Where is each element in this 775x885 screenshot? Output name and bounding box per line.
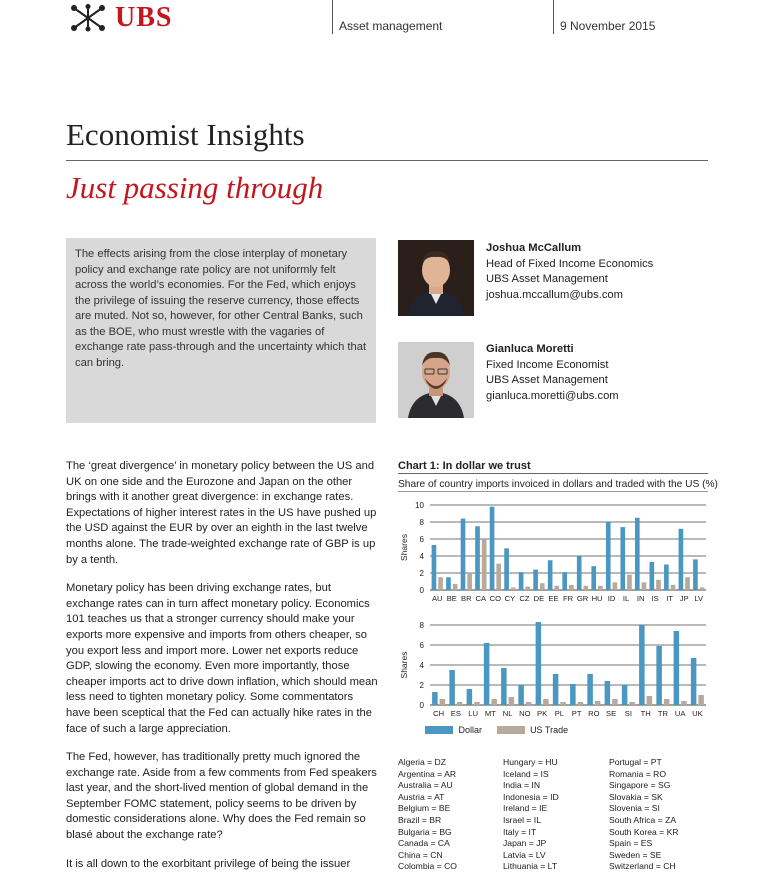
- legend-swatch-us-trade: [497, 726, 525, 734]
- country-code-entry: Sweden = SE: [609, 849, 662, 860]
- bar-dollar-th: [639, 625, 645, 705]
- chart-title: Chart 1: In dollar we trust: [398, 460, 531, 472]
- bar-dollar-is: [650, 562, 655, 590]
- bar-us-trade-cy: [511, 587, 516, 590]
- x-tick-label: BR: [461, 594, 472, 603]
- country-code-entry: Colombia = CO: [398, 861, 457, 872]
- bar-us-trade-nl: [509, 697, 515, 705]
- y-tick-label: 6: [419, 535, 424, 544]
- bar-dollar-de: [533, 570, 538, 590]
- header-divider: [332, 0, 333, 34]
- bar-dollar-gr: [577, 556, 582, 590]
- y-tick-label: 6: [419, 641, 424, 650]
- bar-dollar-ch: [432, 692, 438, 705]
- bar-dollar-ua: [674, 631, 680, 705]
- legend-label-dollar: Dollar: [458, 724, 483, 735]
- body-paragraph: The Fed, however, has traditionally pretty much ignored the exchange rate. Aside from a few comments from Fed speakers last year, and the short-lived mention of global demand in the September FOMC statement, policy seems to be driven by domestic considerations alone. Why does the Fed remain so blasé about the exchange rate?: [66, 751, 377, 842]
- bar-chart: [396, 495, 710, 740]
- page-subtitle: Just passing through: [66, 170, 324, 205]
- bar-us-trade-gr: [584, 586, 589, 590]
- country-code-entry: Argentina = AR: [398, 768, 457, 779]
- x-tick-label: FR: [562, 594, 574, 603]
- country-code-entry: China = CN: [398, 849, 443, 860]
- y-tick-label: 8: [419, 621, 424, 630]
- chart-rule: [398, 491, 708, 492]
- bar-us-trade-cz: [525, 587, 530, 590]
- y-tick-label: 8: [419, 518, 424, 527]
- ubs-logo-text: UBS: [115, 2, 173, 33]
- ubs-keys-logo-icon: [68, 4, 108, 32]
- author-photo: [398, 342, 474, 418]
- country-code-entry: Romania = RO: [609, 768, 667, 779]
- country-code-entry: Brazil = BR: [398, 814, 442, 825]
- x-tick-label: HU: [591, 594, 603, 603]
- country-code-entry: Latvia = LV: [503, 849, 546, 860]
- x-tick-label: PT: [571, 709, 582, 718]
- bar-dollar-il: [620, 527, 625, 590]
- country-code-entry: Bulgaria = BG: [398, 826, 452, 837]
- bar-dollar-lu: [467, 689, 473, 705]
- y-axis-label: Shares: [399, 534, 409, 561]
- bar-dollar-mt: [484, 643, 490, 705]
- y-tick-label: 0: [419, 586, 424, 595]
- x-tick-label: SE: [606, 709, 617, 718]
- y-tick-label: 2: [419, 569, 424, 578]
- x-tick-label: BE: [446, 594, 457, 603]
- x-tick-label: IS: [651, 594, 659, 603]
- chart-rule: [398, 473, 708, 474]
- bar-us-trade-no: [526, 702, 532, 705]
- bar-us-trade-ee: [554, 586, 559, 590]
- country-code-entry: Australia = AU: [398, 780, 453, 791]
- header-date: 9 November 2015: [560, 19, 656, 33]
- x-tick-label: LV: [694, 594, 704, 603]
- bar-dollar-cz: [519, 572, 524, 590]
- x-tick-label: CH: [433, 709, 445, 718]
- bar-us-trade-pk: [543, 699, 549, 705]
- y-axis-label: Shares: [399, 651, 409, 679]
- title-rule: [66, 160, 708, 161]
- author-name: Gianluca Moretti: [486, 343, 574, 355]
- bar-us-trade-il: [627, 575, 632, 590]
- author-block: [486, 342, 619, 404]
- bar-dollar-ee: [548, 560, 553, 590]
- bar-dollar-co: [490, 507, 495, 590]
- country-code-entry: Portugal = PT: [609, 757, 662, 767]
- author-role: Fixed Income Economist: [486, 358, 609, 371]
- chart-subtitle: Share of country imports invoiced in dollars and traded with the US (%): [398, 479, 718, 490]
- bar-us-trade-fr: [569, 585, 574, 590]
- bar-dollar-in: [635, 518, 640, 590]
- country-code-entry: Slovakia = SK: [609, 791, 663, 802]
- bar-us-trade-lv: [700, 587, 705, 590]
- bar-us-trade-es: [457, 702, 463, 705]
- country-code-entry: Indonesia = ID: [503, 791, 559, 802]
- country-code-entry: Italy = IT: [503, 826, 537, 837]
- x-tick-label: LU: [468, 709, 478, 718]
- author-photo: [398, 240, 474, 316]
- bar-dollar-br: [461, 519, 466, 590]
- author-email[interactable]: joshua.mccallum@ubs.com: [486, 288, 623, 301]
- bar-dollar-si: [622, 685, 628, 705]
- country-code-entry: Algeria = DZ: [398, 757, 446, 767]
- x-tick-label: PK: [537, 709, 548, 718]
- bar-dollar-jp: [679, 529, 684, 590]
- y-tick-label: 10: [415, 501, 424, 510]
- y-tick-label: 2: [419, 681, 424, 690]
- x-tick-label: ES: [450, 709, 461, 718]
- x-tick-label: CZ: [519, 594, 530, 603]
- country-code-entry: South Africa = ZA: [609, 814, 677, 825]
- country-code-entry: Spain = ES: [609, 838, 653, 849]
- header-divider: [553, 0, 554, 34]
- bar-us-trade-hu: [598, 586, 603, 590]
- country-code-entry: Lithuania = LT: [503, 861, 558, 872]
- x-tick-label: DE: [533, 594, 545, 603]
- bar-us-trade-in: [642, 582, 647, 590]
- author-email[interactable]: gianluca.moretti@ubs.com: [486, 389, 619, 402]
- bar-us-trade-ua: [681, 701, 687, 705]
- chart-legend: [425, 724, 568, 735]
- page-title: Economist Insights: [66, 117, 305, 152]
- x-tick-label: MT: [484, 709, 496, 718]
- country-code-entry: Austria = AT: [398, 791, 445, 802]
- x-tick-label: TR: [657, 709, 668, 718]
- country-code-entry: Ireland = IE: [503, 803, 548, 814]
- summary-box: [66, 238, 376, 423]
- x-tick-label: CO: [489, 594, 502, 603]
- bar-us-trade-lu: [474, 702, 480, 705]
- author-org: UBS Asset Management: [486, 374, 608, 386]
- country-code-entry: Iceland = IS: [503, 768, 549, 779]
- country-code-entry: Hungary = HU: [503, 757, 558, 767]
- x-tick-label: IN: [636, 594, 645, 603]
- bar-dollar-fr: [562, 572, 567, 590]
- author-role: Head of Fixed Income Economics: [486, 257, 654, 270]
- bar-us-trade-br: [467, 574, 472, 590]
- x-tick-label: AU: [431, 594, 443, 603]
- country-code-entry: Switzerland = CH: [609, 861, 676, 872]
- bar-dollar-it: [664, 565, 669, 591]
- country-code-entry: Israel = IL: [503, 814, 541, 825]
- author-org: UBS Asset Management: [486, 273, 608, 285]
- body-paragraph: Monetary policy has been driving exchange rates, but exchange rates can in turn affect monetary policy. Economics 101 teaches us that a stronger currency should make your exports more expensive and imports from others cheaper, so you export less and import more. Lower net exports reduce GDP, slowing the economy. Even more importantly, those cheaper imports act to drive down inflation, which should mean less need to tighten monetary policy. Some commentators have been sceptical that the Fed can actually hike rates in the face of such a large appreciation.: [66, 582, 378, 735]
- bar-dollar-ro: [587, 674, 593, 705]
- x-tick-label: CA: [475, 594, 487, 603]
- legend-swatch-dollar: [425, 726, 453, 734]
- bar-dollar-pt: [570, 684, 576, 705]
- country-code-entry: Singapore = SG: [609, 780, 671, 791]
- x-tick-label: ID: [607, 594, 616, 603]
- x-tick-label: UK: [692, 709, 703, 718]
- author-name: Joshua McCallum: [486, 242, 582, 254]
- country-codes-column: [609, 757, 679, 873]
- bar-dollar-uk: [691, 658, 697, 705]
- bar-dollar-hu: [591, 566, 596, 590]
- bar-us-trade-de: [540, 583, 545, 590]
- x-tick-label: CY: [504, 594, 516, 603]
- bar-dollar-tr: [656, 646, 662, 705]
- x-tick-label: RO: [588, 709, 600, 718]
- body-paragraph: It is all down to the exorbitant privilege of being the issuer: [66, 857, 351, 870]
- bar-us-trade-th: [647, 696, 653, 705]
- bar-dollar-es: [449, 670, 455, 705]
- country-codes-column: [503, 757, 559, 873]
- y-tick-label: 0: [419, 701, 424, 710]
- bar-us-trade-au: [438, 577, 443, 590]
- bar-us-trade-uk: [698, 695, 704, 705]
- country-code-entry: South Korea = KR: [609, 826, 679, 837]
- x-tick-label: TH: [640, 709, 651, 718]
- country-code-entry: India = IN: [503, 780, 541, 791]
- x-tick-label: EE: [548, 594, 559, 603]
- body-paragraph: The ‘great divergence’ in monetary policy between the US and UK on one side and the Eurozone and Japan on the other brings with it another great divergence: in exchange rates. Expectations of higher interest rates in the US have pushed up the USD against the EUR by over an eighth in the last twelve months alone. The trade-weighted exchange rate of GBP is up by a tenth.: [66, 460, 377, 566]
- x-tick-label: IT: [666, 594, 674, 603]
- country-code-entry: Slovenia = SI: [609, 803, 660, 814]
- bar-us-trade-pt: [578, 702, 584, 705]
- bar-us-trade-se: [612, 699, 618, 705]
- bar-us-trade-mt: [491, 699, 497, 705]
- author-block: [486, 241, 653, 303]
- bar-us-trade-tr: [664, 699, 670, 705]
- bar-us-trade-ca: [482, 540, 487, 590]
- country-code-entry: Japan = JP: [503, 838, 547, 849]
- bar-us-trade-si: [629, 702, 635, 705]
- bar-dollar-au: [432, 545, 437, 590]
- bar-dollar-cy: [504, 548, 509, 590]
- bar-us-trade-be: [453, 584, 458, 590]
- bar-us-trade-jp: [685, 577, 690, 590]
- country-code-entry: Belgium = BE: [398, 803, 451, 814]
- bar-dollar-pl: [553, 674, 559, 705]
- header-section: Asset management: [339, 19, 443, 33]
- bar-us-trade-co: [496, 564, 501, 590]
- x-tick-label: UA: [674, 709, 686, 718]
- bar-us-trade-ro: [595, 701, 601, 705]
- x-tick-label: GR: [576, 594, 589, 603]
- bar-us-trade-id: [613, 582, 618, 590]
- bar-dollar-ca: [475, 526, 480, 590]
- bar-dollar-no: [518, 685, 524, 705]
- x-tick-label: NO: [519, 709, 531, 718]
- bar-dollar-be: [446, 577, 451, 590]
- bar-us-trade-is: [656, 580, 661, 590]
- x-tick-label: PL: [554, 709, 565, 718]
- article-body: [66, 459, 378, 885]
- bar-dollar-nl: [501, 668, 507, 705]
- x-tick-label: NL: [502, 709, 513, 718]
- legend-label-us-trade: US Trade: [530, 724, 569, 735]
- x-tick-label: IL: [622, 594, 630, 603]
- x-tick-label: JP: [679, 594, 689, 603]
- country-codes-column: [398, 757, 457, 873]
- bar-us-trade-it: [671, 585, 676, 590]
- bar-dollar-pk: [536, 622, 542, 705]
- bar-us-trade-ch: [440, 699, 446, 705]
- bar-us-trade-pl: [560, 702, 566, 705]
- summary-text: The effects arising from the close interplay of monetary policy and exchange rate policy are not uniformly felt across the world’s economies. For the Fed, which enjoys the privilege of issuing the reserve currency, those effects are muted. Not so, however, for other Central Banks, such as the BOE, who must wrestle with the vagaries of exchange rate pass-through and the uncertainty which that can bring.: [75, 248, 367, 369]
- country-code-entry: Canada = CA: [398, 838, 450, 849]
- y-tick-label: 4: [419, 661, 424, 670]
- bar-dollar-lv: [693, 559, 698, 590]
- bar-dollar-se: [605, 681, 611, 705]
- x-tick-label: SI: [624, 709, 632, 718]
- y-tick-label: 4: [419, 552, 424, 561]
- bar-dollar-id: [606, 522, 611, 590]
